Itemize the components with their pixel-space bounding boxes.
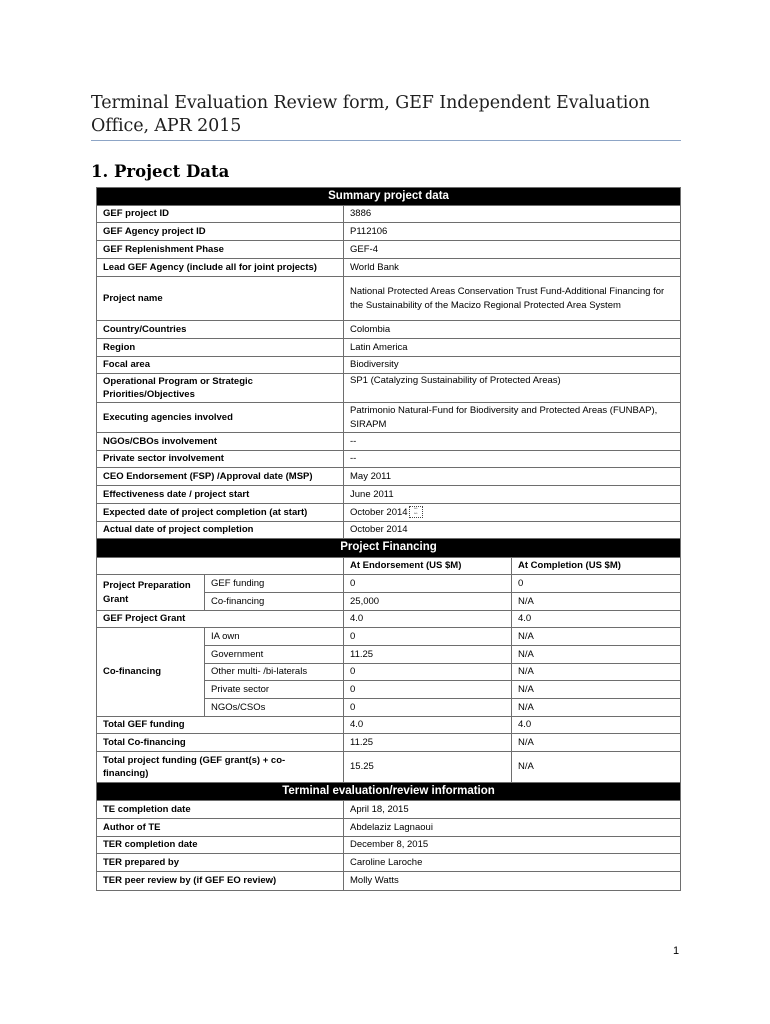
financing-header: Project Financing (97, 539, 681, 558)
completion-value: 4.0 (512, 717, 681, 734)
row-value: Molly Watts (344, 872, 681, 891)
missing-glyph-icon: ▫▫ ▫▫ (409, 506, 423, 518)
table-row (97, 321, 681, 339)
row-label: Total Co-financing (97, 734, 344, 752)
row-value: April 18, 2015 (344, 801, 681, 819)
row-value: June 2011 (344, 486, 681, 504)
row-value: -- (344, 433, 681, 451)
row-label: NGOs/CSOs (205, 699, 344, 717)
col-endorsement: At Endorsement (US $M) (344, 558, 512, 575)
row-label: Effectiveness date / project start (97, 486, 344, 504)
table-row (97, 628, 681, 646)
row-value: Abdelaziz Lagnaoui (344, 819, 681, 837)
col-completion: At Completion (US $M) (512, 558, 681, 575)
row-label: Operational Program or Strategic Priorities/Objectives (97, 374, 344, 403)
project-data-table (96, 187, 681, 891)
row-value: Latin America (344, 339, 681, 357)
table-row (97, 837, 681, 854)
table-row (97, 357, 681, 374)
row-label: Region (97, 339, 344, 357)
row-label: Country/Countries (97, 321, 344, 339)
table-row (97, 717, 681, 734)
row-value-cell (344, 504, 681, 522)
endorsement-value: 11.25 (344, 734, 512, 752)
row-value: -- (344, 451, 681, 468)
row-value: Caroline Laroche (344, 854, 681, 872)
row-value: Patrimonio Natural-Fund for Biodiversity and Protected Areas (FUNBAP), SIRAPM (344, 403, 681, 433)
table-row (97, 241, 681, 259)
row-value: Colombia (344, 321, 681, 339)
table-row (97, 801, 681, 819)
endorsement-value: 0 (344, 699, 512, 717)
row-label: Author of TE (97, 819, 344, 837)
row-label: TER prepared by (97, 854, 344, 872)
row-value: May 2011 (344, 468, 681, 486)
row-value: Biodiversity (344, 357, 681, 374)
cofinancing-label: Co-financing (97, 628, 205, 717)
blank-cell (97, 558, 344, 575)
row-value: GEF-4 (344, 241, 681, 259)
completion-value: 4.0 (512, 611, 681, 628)
completion-value: N/A (512, 681, 681, 699)
endorsement-value: 4.0 (344, 611, 512, 628)
completion-value: N/A (512, 628, 681, 646)
table-row (97, 468, 681, 486)
row-value: P112106 (344, 223, 681, 241)
endorsement-value: 11.25 (344, 646, 512, 664)
endorsement-value: 4.0 (344, 717, 512, 734)
table-row (97, 451, 681, 468)
table-row (97, 374, 681, 403)
row-label: Co-financing (205, 593, 344, 611)
table-row (97, 611, 681, 628)
section-heading: 1. Project Data (91, 162, 230, 181)
row-label: Focal area (97, 357, 344, 374)
row-label: Government (205, 646, 344, 664)
financing-header-row (97, 539, 681, 558)
table-row (97, 734, 681, 752)
table-row (97, 752, 681, 783)
summary-header-row (97, 188, 681, 206)
row-label: CEO Endorsement (FSP) /Approval date (MSP) (97, 468, 344, 486)
row-label: Executing agencies involved (97, 403, 344, 433)
table-row (97, 819, 681, 837)
row-label: TER peer review by (if GEF EO review) (97, 872, 344, 891)
completion-value: N/A (512, 752, 681, 783)
row-label: Actual date of project completion (97, 522, 344, 539)
row-label: GEF funding (205, 575, 344, 593)
row-label: GEF Project Grant (97, 611, 344, 628)
row-label: Total project funding (GEF grant(s) + co-financing) (97, 752, 344, 783)
row-label: Expected date of project completion (at start) (97, 504, 344, 522)
table-row (97, 403, 681, 433)
completion-value: N/A (512, 646, 681, 664)
row-label: TE completion date (97, 801, 344, 819)
endorsement-value: 15.25 (344, 752, 512, 783)
completion-value: 0 (512, 575, 681, 593)
row-label: GEF Agency project ID (97, 223, 344, 241)
title-divider (91, 140, 681, 141)
table-row (97, 433, 681, 451)
row-value: SP1 (Catalyzing Sustainability of Protected Areas) (344, 374, 681, 403)
row-value: October 2014 (344, 522, 681, 539)
ppg-label: Project Preparation Grant (97, 575, 205, 611)
endorsement-value: 0 (344, 681, 512, 699)
row-value: December 8, 2015 (344, 837, 681, 854)
table-row (97, 277, 681, 321)
row-label: GEF project ID (97, 206, 344, 223)
endorsement-value: 25,000 (344, 593, 512, 611)
table-row (97, 206, 681, 223)
table-row (97, 504, 681, 522)
row-value: October 2014 (350, 506, 408, 518)
row-value: World Bank (344, 259, 681, 277)
table-row (97, 854, 681, 872)
row-label: Total GEF funding (97, 717, 344, 734)
row-label: Lead GEF Agency (include all for joint projects) (97, 259, 344, 277)
table-row (97, 486, 681, 504)
row-label: TER completion date (97, 837, 344, 854)
table-row (97, 223, 681, 241)
table-row (97, 259, 681, 277)
completion-value: N/A (512, 593, 681, 611)
evaluation-header: Terminal evaluation/review information (97, 783, 681, 801)
row-label: Private sector involvement (97, 451, 344, 468)
financing-column-headers (97, 558, 681, 575)
endorsement-value: 0 (344, 628, 512, 646)
endorsement-value: 0 (344, 664, 512, 681)
completion-value: N/A (512, 664, 681, 681)
table-row (97, 339, 681, 357)
row-label: GEF Replenishment Phase (97, 241, 344, 259)
completion-value: N/A (512, 734, 681, 752)
row-label: IA own (205, 628, 344, 646)
row-label: NGOs/CBOs involvement (97, 433, 344, 451)
completion-value: N/A (512, 699, 681, 717)
page-number: 1 (673, 945, 680, 957)
table-row (97, 872, 681, 891)
row-label: Private sector (205, 681, 344, 699)
row-value: National Protected Areas Conservation Trust Fund-Additional Financing for the Sustainability of the Macizo Regional Protected Area System (344, 277, 681, 321)
row-label: Other multi- /bi-laterals (205, 664, 344, 681)
table-row (97, 575, 681, 593)
row-value: 3886 (344, 206, 681, 223)
evaluation-header-row (97, 783, 681, 801)
document-title: Terminal Evaluation Review form, GEF Independent Evaluation Office, APR 2015 (91, 93, 650, 136)
row-label: Project name (97, 277, 344, 321)
summary-header: Summary project data (97, 188, 681, 206)
table-row (97, 522, 681, 539)
endorsement-value: 0 (344, 575, 512, 593)
